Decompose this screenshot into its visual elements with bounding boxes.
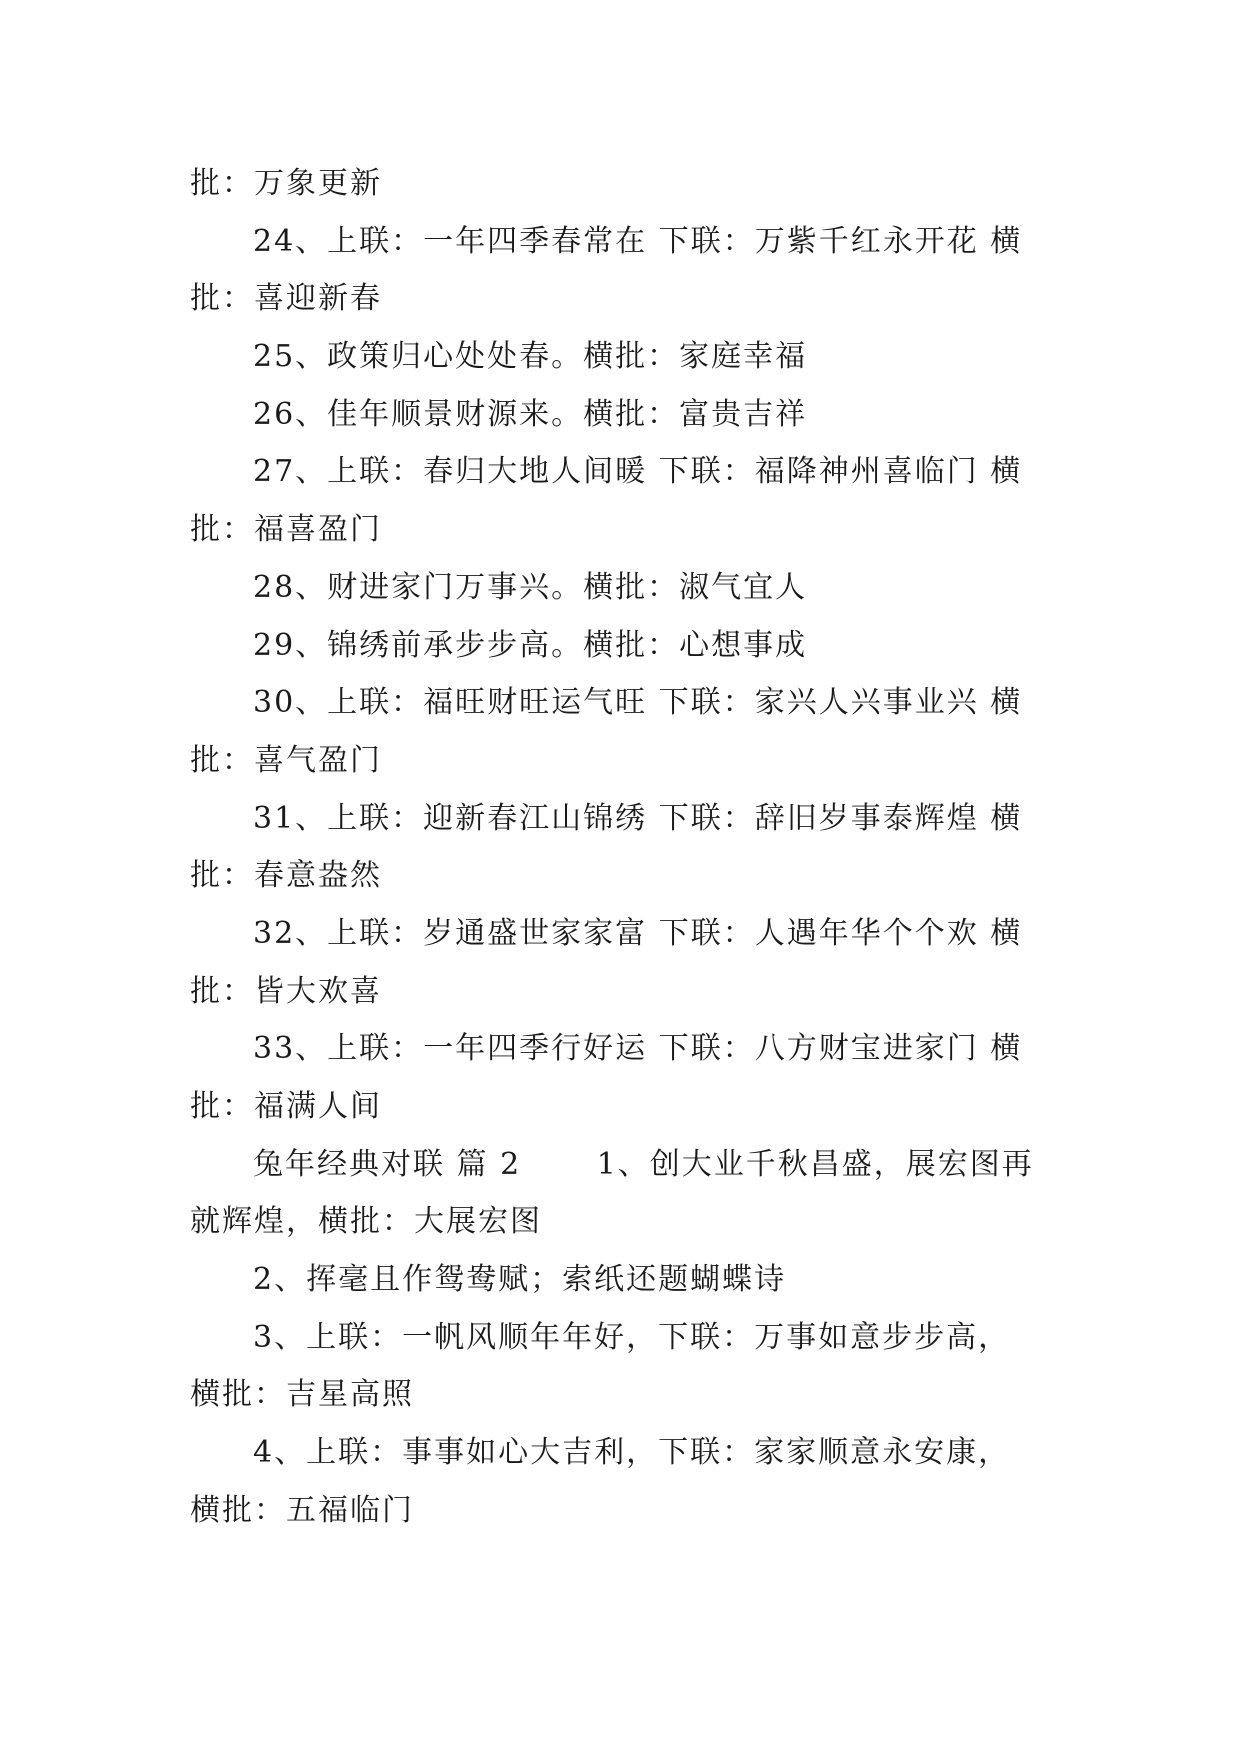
text-line: 26、佳年顺景财源来。横批：富贵吉祥 [253, 396, 808, 432]
text-line: 4、上联：事事如心大吉利，下联：家家顺意永安康， [253, 1435, 1011, 1471]
text-line: 33、上联：一年四季行好运 下联：八方财宝进家门 横 [253, 1031, 1023, 1067]
text-line: 批：万象更新 [190, 166, 382, 201]
text-line: 批：喜气盈门 [190, 742, 382, 778]
text-line: 横批：吉星高照 [190, 1377, 414, 1413]
text-line: 兔年经典对联 篇 2 1、创大业千秋昌盛，展宏图再 [253, 1146, 1034, 1182]
text-line: 29、锦绣前承步步高。横批：心想事成 [253, 627, 808, 663]
text-line: 24、上联：一年四季春常在 下联：万紫千红永开花 横 [253, 223, 1023, 259]
text-line: 就辉煌，横批：大展宏图 [190, 1204, 542, 1240]
text-line: 32、上联：岁通盛世家家富 下联：人遇年华个个欢 横 [253, 915, 1023, 951]
text-line: 27、上联：春归大地人间暖 下联：福降神州喜临门 横 [253, 454, 1023, 490]
text-line: 批：春意盎然 [190, 858, 382, 894]
text-line: 3、上联：一帆风顺年年好，下联：万事如意步步高， [253, 1319, 1011, 1355]
text-line: 2、挥毫且作鸳鸯赋；索纸还题蝴蝶诗 [253, 1262, 787, 1298]
text-line: 30、上联：福旺财旺运气旺 下联：家兴人兴事业兴 横 [253, 685, 1023, 721]
text-line: 批：福满人间 [190, 1089, 382, 1124]
text-line: 批：喜迎新春 [190, 281, 382, 317]
text-line: 28、财进家门万事兴。横批：淑气宜人 [253, 569, 808, 605]
text-line: 批：福喜盈门 [190, 512, 382, 548]
text-line: 批：皆大欢喜 [190, 973, 382, 1009]
body-text [190, 155, 1070, 1540]
text-line: 横批：五福临门 [190, 1492, 414, 1528]
text-line: 25、政策归心处处春。横批：家庭幸福 [253, 339, 808, 375]
text-line: 31、上联：迎新春江山锦绣 下联：辞旧岁事泰辉煌 横 [253, 800, 1023, 836]
